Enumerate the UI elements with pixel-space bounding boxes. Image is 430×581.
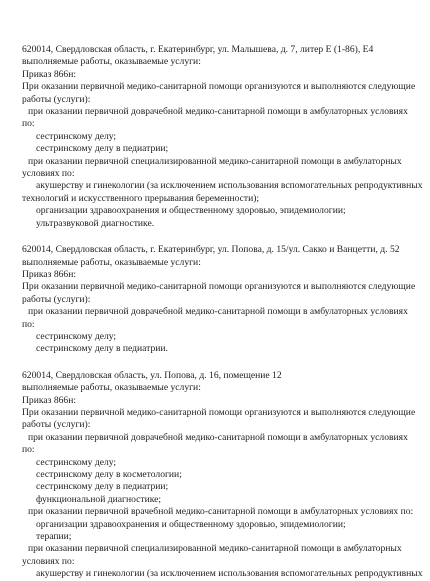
intro-line: работы (услуги): bbox=[22, 419, 91, 431]
service-item: сестринскому делу в педиатрии. bbox=[36, 343, 168, 355]
care-type-line: при оказании первичной доврачебной медико-санитарной помощи в амбулаторных условиях bbox=[28, 431, 408, 443]
order-label: Приказ 866н: bbox=[22, 68, 77, 80]
service-item: ультразвуковой диагностике. bbox=[36, 217, 155, 229]
service-item: сестринскому делу; bbox=[36, 456, 117, 468]
address-section-1 bbox=[22, 44, 423, 230]
care-type-line: по: bbox=[22, 118, 35, 130]
care-type-line: условиях по: bbox=[22, 168, 75, 180]
service-item: организации здравоохранения и общественному здоровью, эпидемиологии; bbox=[36, 518, 346, 530]
services-label: выполняемые работы, оказываемые услуги: bbox=[22, 256, 201, 268]
care-type-line: при оказании первичной доврачебной медико-санитарной помощи в амбулаторных условиях bbox=[28, 106, 408, 118]
care-type-line: условиях по: bbox=[22, 555, 75, 567]
order-label: Приказ 866н: bbox=[22, 268, 77, 280]
address-section-3 bbox=[22, 369, 423, 581]
address-line: 620014, Свердловская область, г. Екатеринбург, ул. Попова, д. 15/ул. Сакко и Ванцетти, д. 52 bbox=[22, 244, 400, 256]
services-label: выполняемые работы, оказываемые услуги: bbox=[22, 382, 201, 394]
services-label: выполняемые работы, оказываемые услуги: bbox=[22, 56, 201, 68]
service-item: функциональной диагностике; bbox=[36, 493, 162, 505]
intro-line: работы (услуги): bbox=[22, 93, 91, 105]
address-line: 620014, Свердловская область, ул. Попова, д. 16, помещение 12 bbox=[22, 369, 282, 381]
care-type-line: при оказании первичной специализированной медико-санитарной помощи в амбулаторных bbox=[28, 543, 402, 555]
order-label: Приказ 866н: bbox=[22, 394, 77, 406]
care-type-line: при оказании первичной специализированной медико-санитарной помощи в амбулаторных bbox=[28, 155, 402, 167]
service-item: акушерству и гинекологии (за исключением использования вспомогательных репродуктивных bbox=[36, 568, 423, 580]
care-type-line: по: bbox=[22, 444, 35, 456]
intro-line: При оказании первичной медико-санитарной помощи организуются и выполняются следующие bbox=[22, 281, 416, 293]
intro-line: При оказании первичной медико-санитарной помощи организуются и выполняются следующие bbox=[22, 81, 416, 93]
intro-line: При оказании первичной медико-санитарной помощи организуются и выполняются следующие bbox=[22, 406, 416, 418]
service-item: акушерству и гинекологии (за исключением использования вспомогательных репродуктивных bbox=[36, 180, 423, 192]
address-line: 620014, Свердловская область, г. Екатеринбург, ул. Малышева, д. 7, литер Е (1-86), Е4 bbox=[22, 44, 374, 55]
care-type-line: при оказании первичной доврачебной медико-санитарной помощи в амбулаторных условиях bbox=[28, 306, 408, 318]
address-section-2 bbox=[22, 244, 416, 356]
service-item: технологий и искусственного прерывания беременности); bbox=[22, 192, 260, 204]
service-item: сестринскому делу; bbox=[36, 130, 117, 142]
care-type-line: по: bbox=[22, 318, 35, 330]
service-item: терапии; bbox=[36, 531, 72, 543]
service-item: сестринскому делу в косметологии; bbox=[36, 469, 182, 480]
service-item: сестринскому делу в педиатрии; bbox=[36, 143, 169, 155]
care-type-line: при оказании первичной врачебной медико-санитарной помощи в амбулаторных условиях по: bbox=[28, 506, 414, 518]
service-item: организации здравоохранения и общественному здоровью, эпидемиологии; bbox=[36, 205, 346, 217]
intro-line: работы (услуги): bbox=[22, 293, 91, 305]
service-item: сестринскому делу в педиатрии; bbox=[36, 481, 169, 493]
service-item: сестринскому делу; bbox=[36, 330, 117, 342]
